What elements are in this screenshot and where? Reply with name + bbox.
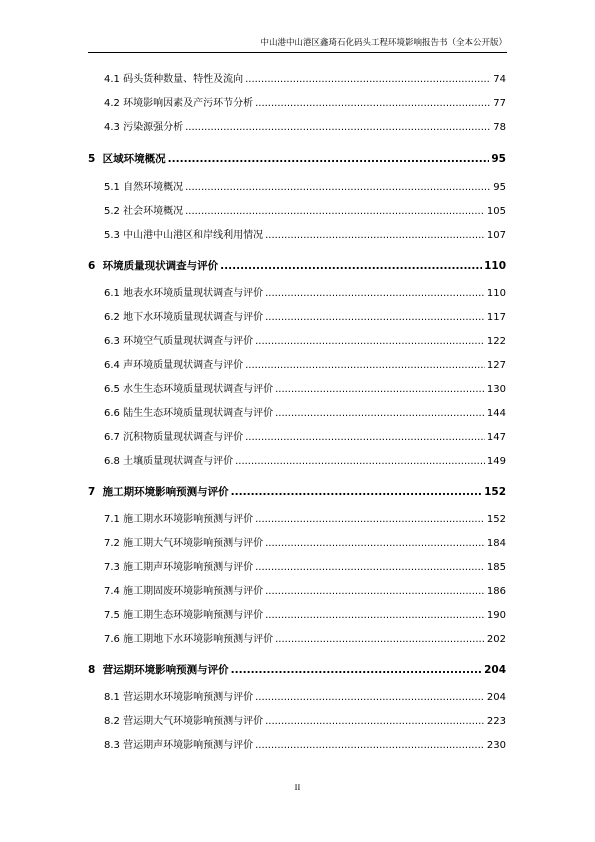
toc-entry-title — [104, 584, 263, 600]
toc-dot-leader — [231, 662, 482, 678]
running-header — [88, 36, 507, 53]
toc-entry-label: 声环境质量现状调查与评价 — [123, 360, 244, 371]
toc-entry-page: 204 — [484, 664, 506, 676]
toc-entry-page: 74 — [493, 74, 506, 85]
toc-entry-title — [104, 536, 263, 552]
toc-entry-page: 110 — [484, 260, 506, 272]
toc-entry-4-2[interactable] — [104, 96, 506, 112]
toc-entry-number: 6.7 — [104, 432, 120, 443]
toc-entry-title — [104, 96, 253, 112]
toc-entry-6-7[interactable] — [104, 430, 506, 446]
toc-entry-number: 4.2 — [104, 98, 120, 109]
toc-dot-leader — [275, 632, 485, 648]
toc-entry-7-4[interactable] — [104, 584, 506, 600]
toc-entry-page: 149 — [486, 456, 506, 467]
toc-entry-page: 223 — [486, 716, 506, 727]
toc-entry-page: 95 — [493, 182, 506, 193]
toc-dot-leader — [235, 454, 485, 470]
running-header-title: 中山港中山港区鑫琦石化码头工程环境影响报告书（全本公开版） — [260, 38, 507, 48]
toc-entry-8-3[interactable] — [104, 738, 506, 754]
toc-entry-page: 77 — [493, 98, 506, 109]
toc-entry-label: 营运期环境影响预测与评价 — [102, 664, 229, 676]
toc-entry-page: 122 — [486, 336, 506, 347]
toc-entry-7-3[interactable] — [104, 560, 506, 576]
toc-entry-label: 施工期声环境影响预测与评价 — [123, 562, 254, 573]
toc-entry-page: 105 — [486, 206, 506, 217]
toc-dot-leader — [185, 180, 491, 196]
toc-entry-8-2[interactable] — [104, 714, 506, 730]
toc-dot-leader — [255, 560, 485, 576]
toc-dot-leader — [265, 714, 485, 730]
toc-dot-leader — [265, 536, 485, 552]
toc-dot-leader — [255, 96, 491, 112]
toc-entry-number: 8 — [88, 664, 96, 676]
toc-entry-8-1[interactable] — [104, 690, 506, 706]
toc-entry-label: 环境质量现状调查与评价 — [102, 260, 219, 272]
toc-entry-number: 5.3 — [104, 230, 120, 241]
toc-entry-page: 204 — [486, 692, 506, 703]
toc-entry-title — [104, 714, 263, 730]
toc-entry-title — [104, 286, 263, 302]
toc-entry-4-1[interactable] — [104, 72, 506, 88]
toc-entry-7-5[interactable] — [104, 608, 506, 624]
toc-entry-6[interactable] — [88, 258, 506, 274]
toc-entry-label: 社会环境概况 — [123, 206, 184, 217]
toc-dot-leader — [275, 406, 485, 422]
toc-dot-leader — [275, 382, 485, 398]
toc-dot-leader — [185, 204, 485, 220]
toc-entry-title — [88, 258, 218, 274]
toc-dot-leader — [265, 286, 485, 302]
toc-dot-leader — [265, 584, 485, 600]
toc-entry-6-3[interactable] — [104, 334, 506, 350]
toc-entry-5-2[interactable] — [104, 204, 506, 220]
toc-entry-title — [104, 690, 253, 706]
toc-entry-title — [104, 632, 273, 648]
toc-entry-label: 陆生生态环境质量现状调查与评价 — [123, 408, 274, 419]
toc-entry-8[interactable] — [88, 662, 506, 678]
toc-entry-5-3[interactable] — [104, 228, 506, 244]
toc-entry-label: 地表水环境质量现状调查与评价 — [123, 288, 264, 299]
toc-dot-leader — [265, 608, 485, 624]
toc-dot-leader — [245, 72, 491, 88]
toc-entry-label: 污染源强分析 — [123, 122, 184, 133]
toc-entry-title — [88, 151, 166, 167]
toc-entry-6-2[interactable] — [104, 310, 506, 326]
toc-entry-page: 190 — [486, 610, 506, 621]
toc-entry-number: 4.3 — [104, 122, 120, 133]
toc-entry-label: 中山港中山港区和岸线利用情况 — [123, 230, 264, 241]
toc-entry-6-5[interactable] — [104, 382, 506, 398]
toc-entry-page: 147 — [486, 432, 506, 443]
toc-entry-page: 184 — [486, 538, 506, 549]
toc-entry-label: 沉积物质量现状调查与评价 — [123, 432, 244, 443]
toc-dot-leader — [231, 484, 482, 500]
toc-entry-title — [104, 406, 273, 422]
toc-entry-page: 185 — [486, 562, 506, 573]
toc-entry-label: 施工期水环境影响预测与评价 — [123, 514, 254, 525]
toc-entry-number: 7.1 — [104, 514, 120, 525]
toc-entry-title — [104, 358, 243, 374]
toc-entry-number: 6.4 — [104, 360, 120, 371]
toc-entry-label: 环境影响因素及产污环节分析 — [123, 98, 254, 109]
toc-entry-label: 施工期大气环境影响预测与评价 — [123, 538, 264, 549]
toc-entry-5[interactable] — [88, 151, 506, 167]
toc-entry-title — [104, 310, 263, 326]
toc-entry-number: 7.4 — [104, 586, 120, 597]
toc-entry-page: 110 — [486, 288, 506, 299]
toc-entry-title — [104, 72, 243, 88]
toc-dot-leader — [255, 690, 485, 706]
toc-entry-6-4[interactable] — [104, 358, 506, 374]
toc-entry-label: 施工期环境影响预测与评价 — [102, 486, 229, 498]
toc-entry-title — [104, 120, 183, 136]
toc-entry-title — [104, 228, 263, 244]
toc-entry-number: 7.3 — [104, 562, 120, 573]
toc-entry-page: 202 — [486, 634, 506, 645]
toc-entry-number: 8.3 — [104, 740, 120, 751]
toc-entry-page: 186 — [486, 586, 506, 597]
toc-entry-4-3[interactable] — [104, 120, 506, 136]
toc-entry-number: 7.5 — [104, 610, 120, 621]
toc-entry-6-6[interactable] — [104, 406, 506, 422]
toc-entry-label: 水生生态环境质量现状调查与评价 — [123, 384, 274, 395]
toc-entry-7-6[interactable] — [104, 632, 506, 648]
toc-entry-title — [104, 430, 243, 446]
toc-dot-leader — [255, 334, 485, 350]
toc-entry-number: 8.2 — [104, 716, 120, 727]
toc-entry-label: 施工期固废环境影响预测与评价 — [123, 586, 264, 597]
toc-dot-leader — [245, 358, 485, 374]
toc-entry-number: 6.1 — [104, 288, 120, 299]
toc-entry-title — [104, 560, 253, 576]
toc-entry-title — [104, 512, 253, 528]
toc-entry-title — [104, 608, 263, 624]
toc-entry-page: 130 — [486, 384, 506, 395]
toc-entry-number: 5.2 — [104, 206, 120, 217]
toc-entry-title — [104, 382, 273, 398]
toc-entry-number: 6.3 — [104, 336, 120, 347]
toc-entry-title — [104, 738, 253, 754]
toc-entry-label: 营运期声环境影响预测与评价 — [123, 740, 254, 751]
page-number: II — [294, 782, 301, 792]
toc-entry-title — [104, 204, 183, 220]
toc-entry-number: 5.1 — [104, 182, 120, 193]
toc-entry-page: 152 — [484, 486, 506, 498]
toc-entry-label: 码头货种数量、特性及流向 — [123, 74, 244, 85]
toc-dot-leader — [185, 120, 491, 136]
toc-entry-7[interactable] — [88, 484, 506, 500]
toc-entry-number: 6.5 — [104, 384, 120, 395]
toc-dot-leader — [245, 430, 485, 446]
toc-entry-label: 环境空气质量现状调查与评价 — [123, 336, 254, 347]
toc-dot-leader — [220, 258, 482, 274]
toc-entry-label: 施工期生态环境影响预测与评价 — [123, 610, 264, 621]
toc-entry-number: 8.1 — [104, 692, 120, 703]
toc-entry-7-2[interactable] — [104, 536, 506, 552]
toc-entry-7-1[interactable] — [104, 512, 506, 528]
toc-entry-title — [88, 484, 229, 500]
toc-entry-title — [104, 454, 233, 470]
toc-entry-label: 自然环境概况 — [123, 182, 184, 193]
toc-entry-number: 6.2 — [104, 312, 120, 323]
toc-entry-page: 78 — [493, 122, 506, 133]
toc-entry-label: 区域环境概况 — [102, 153, 166, 165]
toc-entry-page: 117 — [486, 312, 506, 323]
toc-entry-page: 127 — [486, 360, 506, 371]
toc-entry-number: 6.6 — [104, 408, 120, 419]
toc-entry-5-1[interactable] — [104, 180, 506, 196]
toc-entry-label: 地下水环境质量现状调查与评价 — [123, 312, 264, 323]
toc-entry-page: 95 — [491, 153, 506, 165]
toc-dot-leader — [265, 310, 485, 326]
toc-entry-page: 230 — [486, 740, 506, 751]
toc-entry-number: 7.2 — [104, 538, 120, 549]
toc-entry-number: 4.1 — [104, 74, 120, 85]
toc-entry-number: 5 — [88, 153, 96, 165]
toc-entry-label: 营运期大气环境影响预测与评价 — [123, 716, 264, 727]
toc-entry-title — [104, 180, 183, 196]
toc-entry-number: 7.6 — [104, 634, 120, 645]
toc-entry-label: 营运期水环境影响预测与评价 — [123, 692, 254, 703]
toc-entry-number: 7 — [88, 486, 96, 498]
toc-dot-leader — [265, 228, 485, 244]
toc-entry-label: 施工期地下水环境影响预测与评价 — [123, 634, 274, 645]
toc-entry-number: 6 — [88, 260, 96, 272]
toc-entry-6-1[interactable] — [104, 286, 506, 302]
toc-entry-page: 144 — [486, 408, 506, 419]
toc-entry-page: 152 — [486, 514, 506, 525]
toc-entry-label: 土壤质量现状调查与评价 — [123, 456, 234, 467]
toc-entry-6-8[interactable] — [104, 454, 506, 470]
toc-entry-title — [104, 334, 253, 350]
toc-entry-number: 6.8 — [104, 456, 120, 467]
toc-entry-title — [88, 662, 229, 678]
toc-entry-page: 107 — [486, 230, 506, 241]
toc-dot-leader — [168, 151, 490, 167]
toc-dot-leader — [255, 738, 485, 754]
toc-dot-leader — [255, 512, 485, 528]
